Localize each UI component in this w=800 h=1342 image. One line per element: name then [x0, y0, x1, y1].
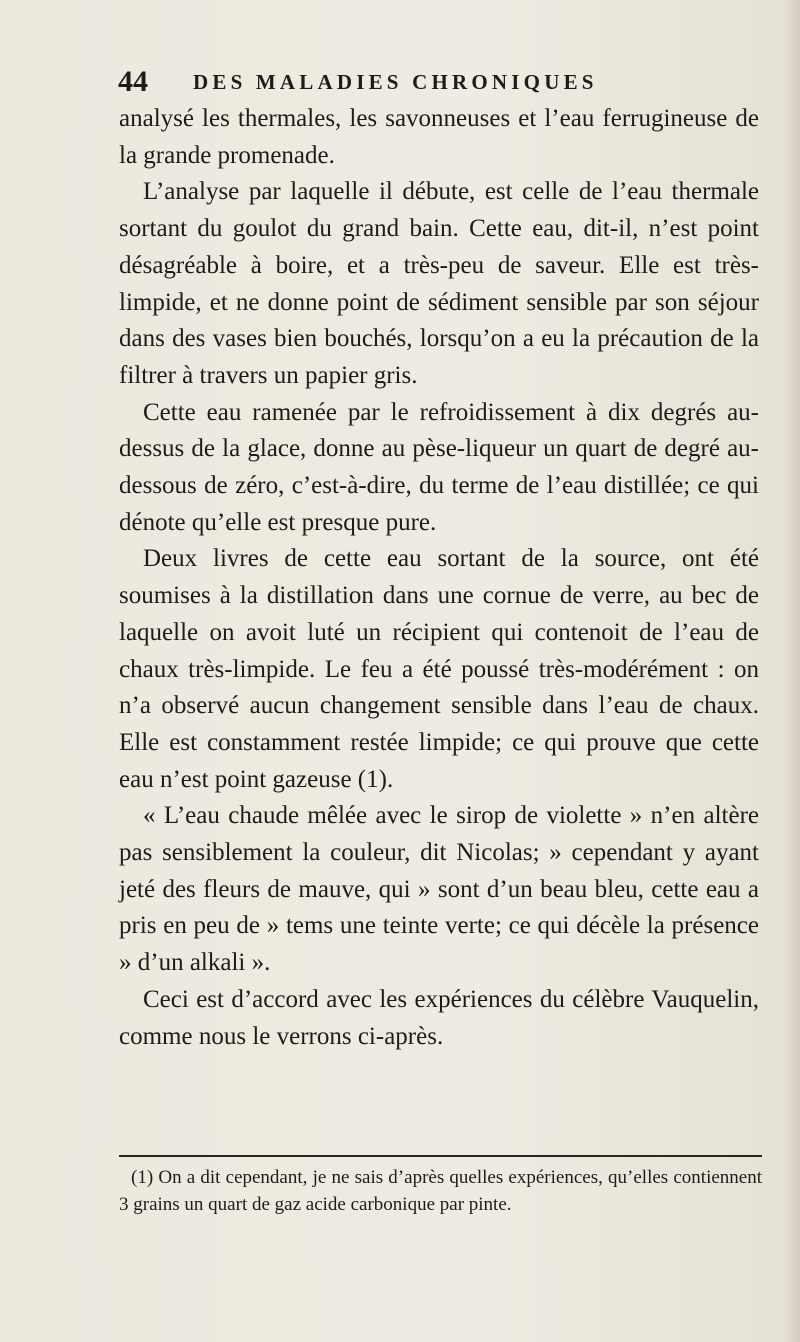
paragraph-continuation: analysé les thermales, les savonneuses et l’eau ferrugineuse de la grande promenade.: [119, 105, 759, 169]
page-header: [118, 62, 758, 102]
running-title: DES MALADIES CHRONIQUES: [193, 70, 598, 94]
paragraph-analysis: L’analyse par laquelle il débute, est celle de l’eau thermale sortant du goulot du grand bain. Cette eau, dit-il, n’est point désagréable à boire, et a très-peu de saveur. Elle est très-limpide, et ne donne point de sédiment sensible par son séjour dans des vases bien bouchés, lorsqu’on a eu la précaution de la filtrer à travers un papier gris.: [119, 178, 759, 389]
footnote: (1) On a dit cependant, je ne sais d’après quelles expériences, qu’elles contiennent 3 grains un quart de gaz acide carbonique par pinte.: [119, 1167, 762, 1215]
page-number: 44: [118, 65, 148, 98]
paragraph-distillation: Deux livres de cette eau sortant de la source, ont été soumises à la distillation dans une cornue de verre, au bec de laquelle on avoit luté un récipient qui contenoit de l’eau de chaux très-limpide. Le feu a été poussé très-modérément : on n’a observé aucun changement sensible dans l’eau de chaux. Elle est constamment restée limpide; ce qui prouve que cette eau n’est point gazeuse (1).: [119, 545, 759, 793]
footnote-divider: [119, 1155, 762, 1157]
paragraph-quotation: « L’eau chaude mêlée avec le sirop de violette » n’en altère pas sensiblement la couleur, dit Nicolas; » cependant y ayant jeté des fleurs de mauve, qui » sont d’un beau bleu, cette eau a pris en peu de » tems une teinte verte; ce qui décèle la présence » d’un alkali ».: [119, 802, 759, 977]
page-edge-shadow: [782, 0, 800, 1342]
body-text: [119, 101, 759, 1055]
paragraph-vauquelin: Ceci est d’accord avec les expériences du célèbre Vauquelin, comme nous le verrons ci-après.: [119, 985, 759, 1050]
paragraph-density: Cette eau ramenée par le refroidissement à dix degrés au-dessus de la glace, donne au pèse-liqueur un quart de degré au-dessous de zéro, c’est-à-dire, du terme de l’eau distillée; ce qui dénote qu’elle est presque pure.: [119, 398, 759, 536]
